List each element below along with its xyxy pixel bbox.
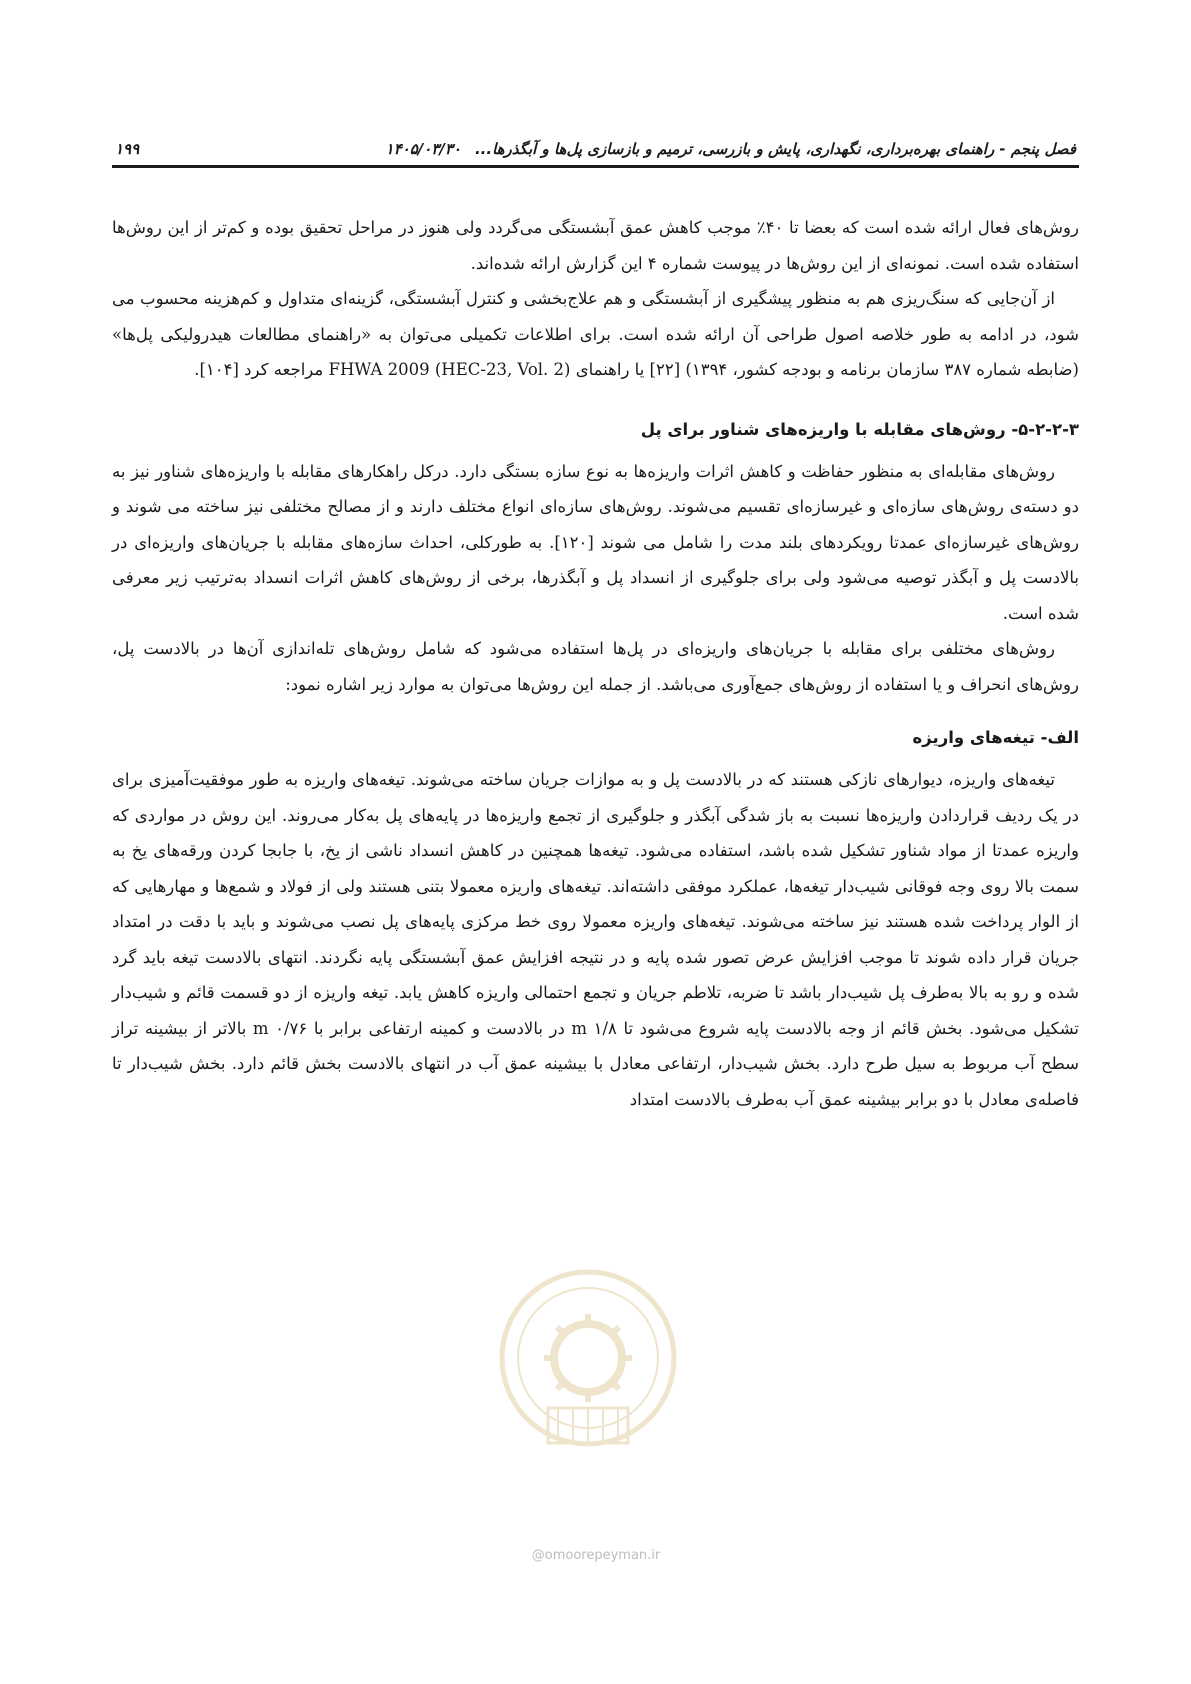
running-header — [115, 128, 1076, 158]
paragraph: روش‌های مقابله‌ای به منظور حفاظت و کاهش اثرات واریزه‌ها به نوع سازه بستگی دارد. درکل راهکارهای مقابله با واریزه‌های شناور نیز به دو دسته‌ی روش‌های سازه‌ای و غیرسازه‌ای تقسیم می‌شوند. روش‌های سازه‌ای انواع مختلف دارند و از مصالح مختلفی نیز ساخته می شوند و روش‌های غیرسازه‌ای عمدتا رویکردهای بلند مدت را شامل می شوند [۱۲۰]. به طورکلی، احداث سازه‌های مقابله با جریان‌های واریزه‌ای در بالادست پل و آبگذر توصیه می‌شود ولی برای جلوگیری از انسداد پل و آبگذرها، برخی از روش‌های کاهش اثرات انسداد به‌ترتیب زیر معرفی شده است. — [112, 461, 1080, 623]
subsection-heading: الف- تیغه‌های واریزه — [912, 728, 1079, 747]
paragraph: روش‌های مختلفی برای مقابله با جریان‌های واریزه‌ای در پل‌ها استفاده می‌شود که شامل روش‌های تله‌اندازی آن‌ها در بالادست پل، روش‌های انحراف و یا استفاده از روش‌های جمع‌آوری می‌باشد. از جمله این روش‌ها می‌توان به موارد زیر اشاره نمود: — [112, 639, 1079, 694]
header-date: ۱۴۰۵/۰۳/۳۰ — [385, 140, 461, 158]
section-heading: ۵-۲-۲-۳- روش‌های مقابله با واریزه‌های شناور برای پل — [640, 419, 1079, 439]
chapter-title: فصل پنجم - راهنمای بهره‌برداری، نگهداری، پایش و بازرسی، ترمیم و بازسازی پل‌ها و آبگذرها... — [474, 140, 1076, 158]
header-title-group — [386, 140, 1076, 158]
paragraph: تیغه‌های واریزه، دیوارهای نازکی هستند که در بالادست پل و به موازات جریان ساخته می‌شوند. تیغه‌های واریزه به طور موفقیت‌آمیزی برای در یک ردیف قراردادن واریزه‌ها نسبت به باز شدگی آبگذر و جلوگیری از تجمع واریزه‌ها در پایه‌های پل به‌کار می‌روند. این روش در مواردی که واریزه عمدتا از مواد شناور تشکیل شده باشد، استفاده می‌شود. تیغه‌ها همچنین در کاهش انسداد ناشی از یخ، با جابجا کردن ورقه‌های یخ به سمت بالا روی وجه فوقانی شیب‌دار تیغه‌ها، عملکرد موفقی داشته‌اند. تیغه‌های واریزه معمولا بتنی هستند ولی از فولاد و شمع‌ها و مهارهایی که از الوار پرداخت شده هستند نیز ساخته می‌شوند. تیغه‌های واریزه معمولا روی خط مرکزی پایه‌های پل نصب می‌شوند و باید با دقت در امتداد جریان قرار داده شوند تا موجب افزایش عرض تصور شده پایه و در نتیجه افزایش عمق آبشستگی پایه نگردند. انتهای بالادست تیغه باید گرد شده و رو به بالا به‌طرف پل شیب‌دار باشد تا ضربه، تلاطم جریان و تجمع احتمالی واریزه کاهش یابد. تیغه واریزه از دو قسمت قائم و شیب‌دار تشکیل می‌شود. بخش قائم از وجه بالادست پایه شروع می‌شود تا ۱/۸ m در بالادست و کمینه ارتفاعی برابر با ۰/۷۶ m بالاتر از بیشینه تراز سطح آب مربوط به سیل طرح دارد. بخش شیب‌دار، ارتفاعی معادل با بیشینه عمق آب در انتهای بالادست بخش قائم دارد. بخش شیب‌دار تا فاصله‌ی معادل با دو برابر بیشینه عمق آب به‌طرف بالادست امتداد — [112, 770, 1080, 1109]
page-number: ۱۹۹ — [115, 140, 140, 158]
paragraph: از آن‌جایی که سنگ‌ریزی هم به منظور پیشگیری از آبشستگی و هم علاج‌بخشی و کنترل آبشستگی، گزینه‌ای متداول و کم‌هزینه محسوب می شود، در ادامه به طور خلاصه اصول طراحی آن ارائه شده است. برای اطلاعات تکمیلی می‌توان به «راهنمای مطالعات هیدرولیکی پل‌ها» (ضابطه شماره ۳۸۷ سازمان برنامه و بودجه کشور، ۱۳۹۴) [۲۲] یا راهنمای FHWA 2009 (HEC-23, Vol. 2) مراجعه کرد [۱۰۴]. — [112, 289, 1079, 379]
watermark-seal-icon — [488, 1258, 688, 1468]
watermark-url: @omoorepeyman.ir — [531, 1548, 661, 1563]
paragraph: روش‌های فعال ارائه شده است که بعضا تا ۴۰٪ موجب کاهش عمق آبشستگی می‌گردد ولی هنوز در مراحل تحقیق بوده و کم‌تر از این روش‌ها استفاده شده است. نمونه‌ای از این روش‌ها در پیوست شماره ۴ این گزارش ارائه شده‌اند. — [112, 218, 1079, 273]
document-body — [112, 210, 1079, 1117]
header-rule — [112, 165, 1079, 168]
